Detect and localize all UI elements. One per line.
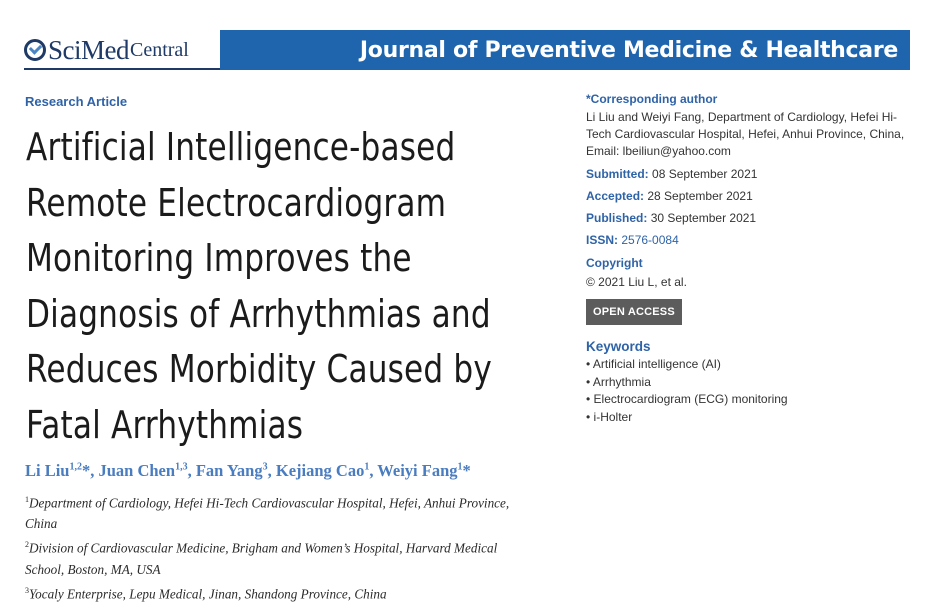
accepted-value: 28 September 2021	[647, 189, 753, 203]
affil-text: Department of Cardiology, Hefei Hi-Tech Cardiovascular Hospital, Hefei, Anhui Province, China	[25, 495, 510, 532]
affiliation-item	[25, 489, 525, 534]
open-access-badge[interactable]: OPEN ACCESS	[586, 299, 682, 325]
keyword-item: • Electrocardiogram (ECG) monitoring	[586, 391, 906, 409]
title-line: Remote Electrocardiogram	[26, 180, 447, 225]
logo-central-text: Central	[130, 38, 189, 61]
author-name[interactable]: Fan Yang	[195, 461, 263, 480]
affiliation-item	[25, 580, 525, 604]
author-affil-sup: 1,3	[175, 461, 188, 473]
submitted-label: Submitted:	[586, 167, 649, 181]
article-type: Research Article	[25, 94, 128, 109]
accepted-label: Accepted:	[586, 189, 645, 203]
issn-label: ISSN:	[586, 233, 619, 247]
published-value: 30 September 2021	[650, 211, 757, 225]
copyright-text: © 2021 Liu L, et al.	[586, 275, 687, 289]
keyword-item: • Arrhythmia	[586, 374, 906, 392]
corresponding-mark: *	[81, 461, 91, 480]
author-affil-sup: 3	[262, 461, 268, 473]
keyword-item: • Artificial intelligence (AI)	[586, 356, 906, 374]
author-name[interactable]: Li Liu	[25, 461, 70, 480]
affil-number: 2	[25, 540, 29, 550]
logo-sci-text: SciMed	[48, 34, 129, 65]
logo-check-icon	[24, 39, 46, 61]
affil-number: 3	[25, 585, 29, 595]
author-name[interactable]: Weiyi Fang	[377, 461, 458, 480]
author-list: Li Liu$^{1,2}$*, Juan Chen$^{1,3}$, Fan Yang$^3$, Kejiang Cao$^1$, Weiyi Fang$^1$*	[25, 461, 471, 480]
article-title	[26, 120, 551, 453]
copyright-label: Copyright	[586, 256, 643, 270]
author-name[interactable]: Kejiang Cao	[275, 461, 365, 480]
title-line: Fatal Arrhythmias	[26, 402, 304, 447]
author-name[interactable]: Juan Chen	[98, 461, 176, 480]
author-affil-sup: 1,2	[69, 461, 82, 473]
submitted-date	[586, 167, 906, 182]
accepted-date	[586, 189, 906, 204]
issn-value[interactable]: 2576-0084	[621, 233, 679, 247]
journal-title: Journal of Preventive Medicine & Healthcare	[359, 37, 898, 63]
author-affil-sup: 1	[457, 461, 463, 473]
published-date	[586, 211, 906, 226]
submitted-value: 08 September 2021	[652, 167, 758, 181]
issn	[586, 233, 906, 248]
corresponding-author-text: Li Liu and Weiyi Fang, Department of Cardiology, Hefei Hi-Tech Cardiovascular Hospital, Hefei, Anhui Province, China, Email: lbeiliun@yahoo.com	[586, 110, 905, 158]
affil-number: 1	[25, 495, 29, 504]
affil-text: Yocaly Enterprise, Lepu Medical, Jinan, Shandong Province, China	[29, 586, 387, 602]
journal-banner	[220, 30, 910, 70]
published-label: Published:	[586, 211, 648, 225]
author-affil-sup: 1	[364, 461, 370, 473]
keyword-item: • i-Holter	[586, 409, 906, 427]
logo-underline	[24, 68, 220, 70]
title-line: Monitoring Improves the	[26, 236, 412, 280]
affil-text: Division of Cardiovascular Medicine, Brigham and Women’s Hospital, Harvard Medical School, Boston, MA, USA	[25, 540, 498, 577]
title-line: Reduces Morbidity Caused by	[26, 347, 492, 391]
keywords-label: Keywords	[586, 339, 651, 354]
title-line: Artificial Intelligence-based	[26, 125, 456, 169]
scimedcentral-logo[interactable]	[24, 30, 220, 70]
affiliations	[25, 489, 525, 604]
affiliation-item	[25, 534, 525, 579]
corresponding-mark: *	[462, 461, 471, 480]
article-info-sidebar	[586, 92, 906, 426]
keywords-list	[586, 356, 906, 426]
title-line: Diagnosis of Arrhythmias and	[26, 291, 491, 336]
corresponding-author-label: *Corresponding author	[586, 92, 718, 106]
